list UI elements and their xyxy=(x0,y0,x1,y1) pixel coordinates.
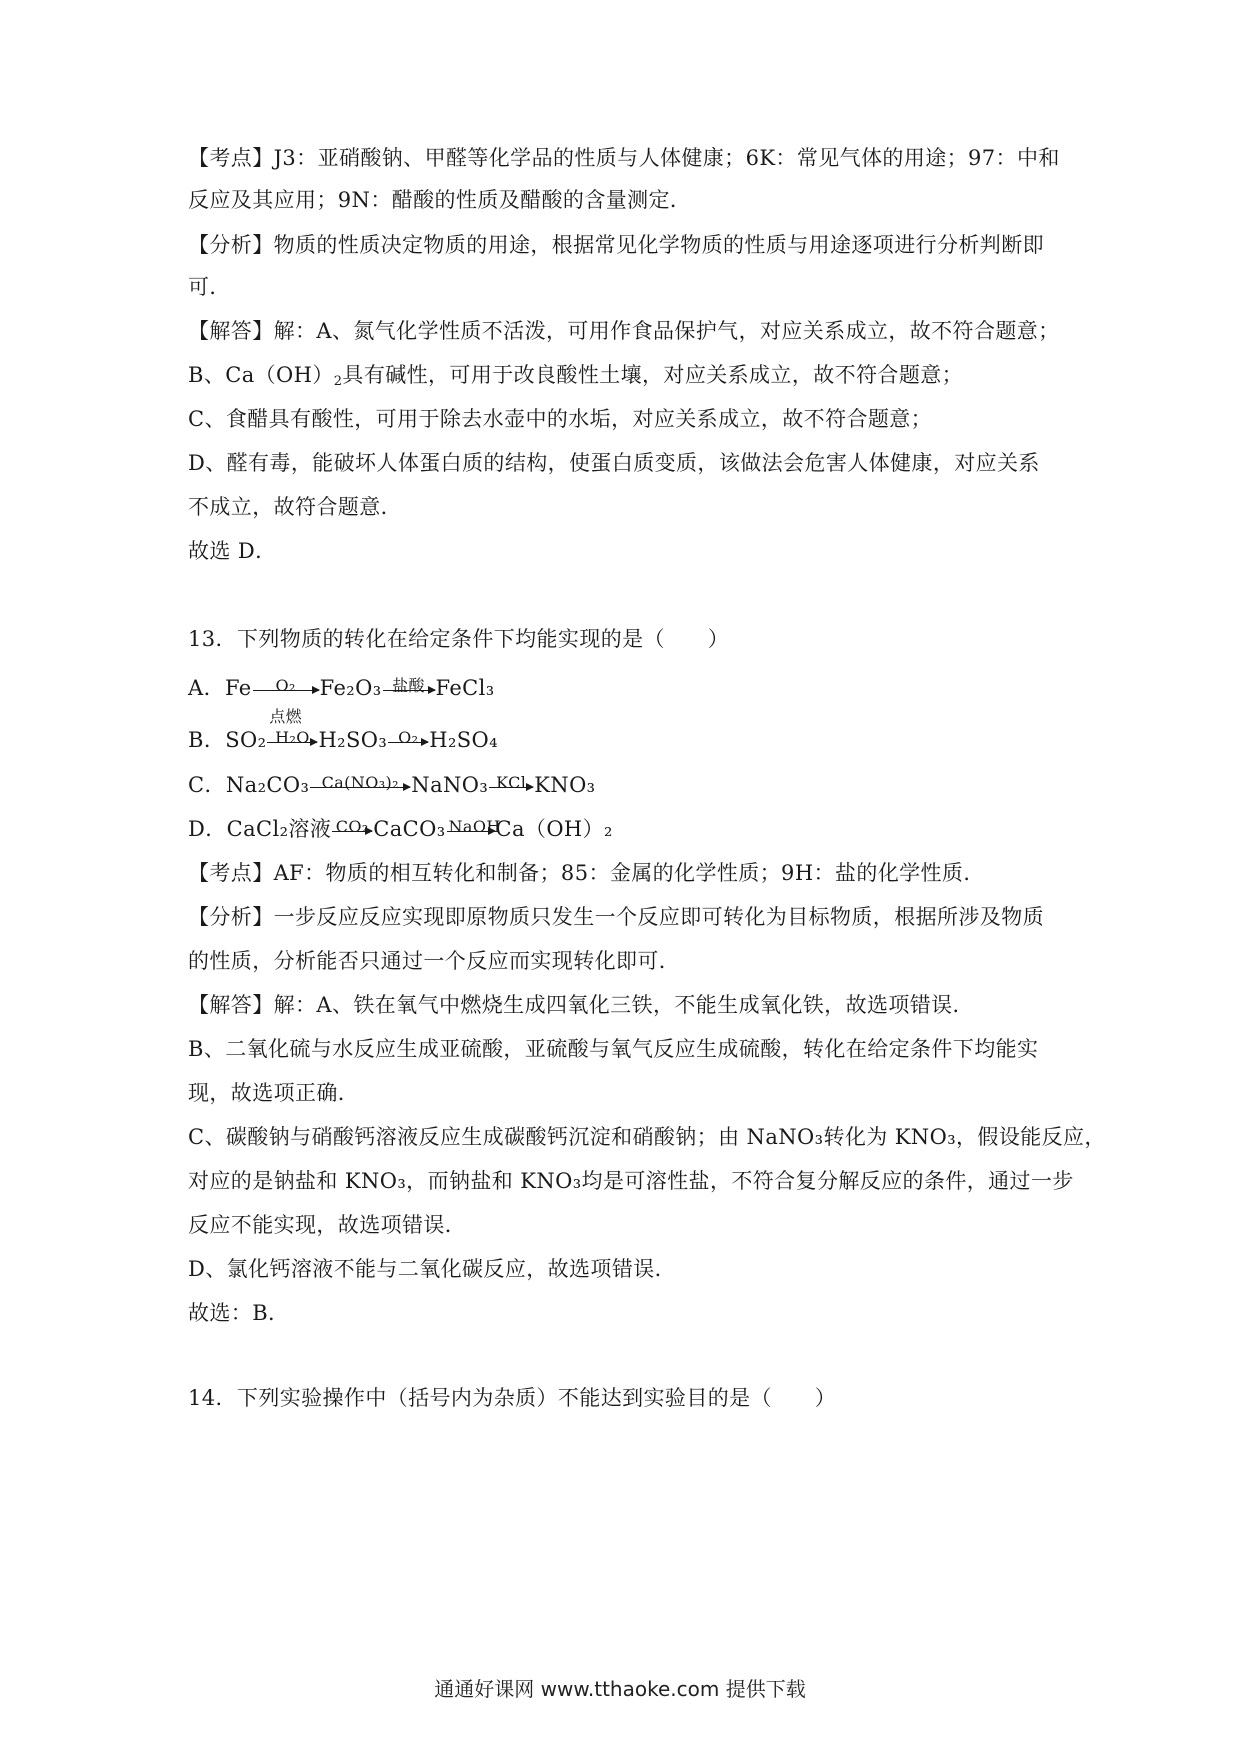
q14-stem: 14．下列实验操作中（括号内为杂质）不能达到实验目的是（ ） xyxy=(188,1386,837,1410)
q13-kaodian: 【考点】AF：物质的相互转化和制备；85：金属的化学性质；9H：盐的化学性质． xyxy=(188,861,985,885)
arrow-icon xyxy=(489,787,533,788)
q12-jieda-d: D、醛有毒，能破坏人体蛋白质的结构，使蛋白质变质，该做法会危害人体健康，对应关系 xyxy=(188,451,1040,475)
q12-fenxi-cont: 可． xyxy=(188,275,231,299)
option-d-substance-2: CaCO₃ xyxy=(373,817,446,841)
q13-answer: 故选：B． xyxy=(188,1301,290,1325)
q12-jieda-c: C、食醋具有酸性，可用于除去水壶中的水垢，对应关系成立，故不符合题意； xyxy=(188,407,933,431)
q13-fenxi: 【分析】一步反应反应实现即原物质只发生一个反应即可转化为目标物质，根据所涉及物质 xyxy=(188,905,1044,929)
option-b-reagent-1: H₂O xyxy=(275,728,310,747)
q12-answer: 故选 D． xyxy=(188,539,277,563)
option-b-label: B． xyxy=(188,728,226,752)
q13-jieda-b: B、二氧化硫与水反应生成亚硫酸，亚硫酸与氧气反应生成硫酸，转化在给定条件下均能实 xyxy=(188,1037,1039,1061)
q13-option-b xyxy=(188,725,1068,755)
option-b-reaction-arrow-1 xyxy=(267,728,317,751)
option-a-reaction-arrow-1 xyxy=(253,676,319,726)
q12-jieda-d-cont: 不成立，故符合题意． xyxy=(188,495,402,519)
option-a-label: A． xyxy=(188,676,225,700)
option-c-reaction-arrow-1 xyxy=(310,773,410,796)
option-a-substance-1: Fe xyxy=(224,676,252,700)
q12-kaodian-cont: 反应及其应用；9N：醋酸的性质及醋酸的含量测定． xyxy=(188,188,692,212)
q12-kaodian: 【考点】J3：亚硝酸钠、甲醛等化学品的性质与人体健康；6K：常见气体的用途；97：中和 xyxy=(188,146,1060,170)
arrow-icon xyxy=(383,690,435,691)
option-a-reaction-arrow-2 xyxy=(383,676,435,699)
q13-option-d xyxy=(188,814,1068,844)
q12-jieda-b-prefix: B、Ca（OH） xyxy=(188,363,334,387)
q13-option-c xyxy=(188,770,1068,800)
option-d-reagent-1: CO₂ xyxy=(335,817,369,836)
q12-jieda-b xyxy=(188,360,1068,390)
option-d-reaction-arrow-2 xyxy=(447,817,501,840)
q13-jieda-d: D、氯化钙溶液不能与二氧化碳反应，故选项错误． xyxy=(188,1257,677,1281)
arrow-icon xyxy=(332,831,372,832)
option-b-reagent-2: O₂ xyxy=(398,728,419,747)
q12-jieda-b-sub: 2 xyxy=(333,374,343,389)
option-c-substance-3: KNO₃ xyxy=(534,773,596,797)
q13-jieda-c-cont2: 反应不能实现，故选项错误． xyxy=(188,1213,467,1237)
option-c-label: C． xyxy=(188,773,226,797)
option-d-substance-3: Ca（OH）₂ xyxy=(495,817,613,841)
arrow-icon xyxy=(253,690,319,691)
q13-jieda-a: 【解答】解：A、铁在氧气中燃烧生成四氧化三铁，不能生成氧化铁，故选项错误． xyxy=(188,993,974,1017)
option-a-substance-3: FeCl₃ xyxy=(435,676,495,700)
option-c-reaction-arrow-2 xyxy=(489,773,533,796)
option-a-reagent-1: O₂ xyxy=(275,676,296,695)
option-d-reaction-arrow-1 xyxy=(332,817,372,840)
option-c-reagent-2: KCl xyxy=(496,773,527,792)
arrow-icon xyxy=(310,787,410,788)
option-a-substance-2: Fe₂O₃ xyxy=(319,676,382,700)
option-c-substance-2: NaNO₃ xyxy=(411,773,489,797)
option-a-reagent-2: 盐酸 xyxy=(392,676,425,695)
option-b-substance-3: H₂SO₄ xyxy=(429,728,498,752)
option-a-condition-1: 点燃 xyxy=(269,707,303,726)
option-d-label: D． xyxy=(188,817,227,841)
option-c-substance-1: Na₂CO₃ xyxy=(225,773,310,797)
q13-jieda-b-cont: 现，故选项正确． xyxy=(188,1081,360,1105)
q12-jieda-b-rest: 具有碱性，可用于改良酸性土壤，对应关系成立，故不符合题意； xyxy=(342,363,964,387)
q13-fenxi-cont: 的性质，分析能否只通过一个反应而实现转化即可． xyxy=(188,949,681,973)
option-d-reagent-2: NaOH xyxy=(448,817,501,836)
option-b-reaction-arrow-2 xyxy=(388,728,428,751)
q13-jieda-c-cont1: 对应的是钠盐和 KNO₃，而钠盐和 KNO₃均是可溶性盐，不符合复分解反应的条件，通过一步 xyxy=(188,1169,1074,1193)
q12-jieda-a: 【解答】解：A、氮气化学性质不活泼，可用作食品保护气，对应关系成立，故不符合题意； xyxy=(188,319,1060,343)
arrow-icon xyxy=(388,742,428,743)
arrow-icon xyxy=(447,831,495,832)
option-d-substance-1: CaCl₂溶液 xyxy=(226,817,332,841)
q13-stem: 13．下列物质的转化在给定条件下均能实现的是（ ） xyxy=(188,627,730,651)
footer-text: 通通好课网 www.tthaoke.com 提供下载 xyxy=(434,1677,806,1701)
option-c-reagent-1: Ca(NO₃)₂ xyxy=(321,773,399,792)
q13-option-a xyxy=(188,673,1068,726)
option-b-substance-1: SO₂ xyxy=(225,728,267,752)
q12-fenxi: 【分析】物质的性质决定物质的用途，根据常见化学物质的性质与用途逐项进行分析判断即 xyxy=(188,233,1044,257)
option-b-substance-2: H₂SO₃ xyxy=(318,728,388,752)
q13-jieda-c: C、碳酸钠与硝酸钙溶液反应生成碳酸钙沉淀和硝酸钠；由 NaNO₃转化为 KNO₃，假设能反应， xyxy=(188,1125,1106,1149)
arrow-icon xyxy=(267,742,317,743)
